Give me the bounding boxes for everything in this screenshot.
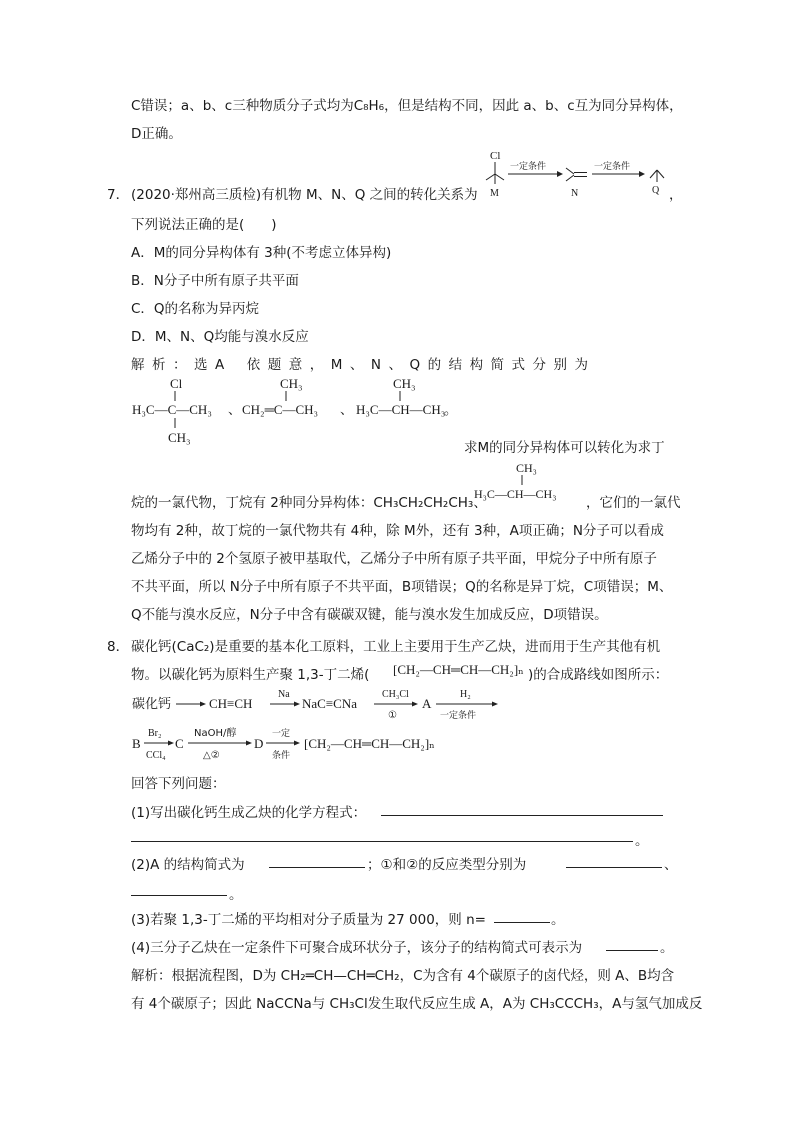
struct-m-main: H₃C—C—CH₃ xyxy=(132,402,212,417)
q8-route-2 xyxy=(128,724,488,764)
struct-end-dot: 。 xyxy=(444,402,458,417)
q7-analysis-line-1: 求M的同分异构体可以转化为求丁 xyxy=(464,440,665,456)
struct-n-top: CH₃ xyxy=(280,376,303,391)
q8-stem-line-2a: 物。以碳化钙为原料生产聚 1,3-丁二烯( xyxy=(131,667,370,683)
q8-number: 8． xyxy=(107,639,130,655)
route2-r1-bottom: CCl₄ xyxy=(146,750,166,761)
q7-option-d: D．M、N、Q均能与溴水反应 xyxy=(131,329,309,345)
q8-sub2a: (2)A 的结构简式为 xyxy=(131,857,245,873)
route2-d: D xyxy=(254,736,264,751)
q8-polymer-inline: [CH₂—CH═CH—CH₂]ₙ xyxy=(393,662,524,677)
struct-q-main: H₃C—CH—CH₃ xyxy=(356,402,446,417)
q7-number: 7． xyxy=(107,187,130,203)
sub2-answer-reaction-1[interactable] xyxy=(566,867,662,868)
q8-sub2c: 、 xyxy=(664,857,678,873)
scheme-n-label: N xyxy=(571,188,579,199)
q7-analysis-line-4: 乙烯分子中的 2个氢原子被甲基取代，乙烯分子中所有原子共平面，甲烷分子中所有原子 xyxy=(131,551,657,567)
struct-q-top: CH₃ xyxy=(393,376,416,391)
q8-stem-line-2b: )的合成路线如图所示： xyxy=(528,667,669,683)
scheme-arrow2-label: 一定条件 xyxy=(594,161,631,171)
route2-r3-bottom: 条件 xyxy=(272,751,291,761)
q8-sub2b: ；①和②的反应类型分别为 xyxy=(367,857,527,873)
route1-acetylene: CH≡CH xyxy=(209,696,253,711)
q8-stem-line-1: 碳化钙(CaC₂)是重要的基本化工原料，工业上主要用于生产乙炔，进而用于生产其他有机 xyxy=(131,639,661,655)
route1-start: 碳化钙 xyxy=(132,697,172,712)
q7-analysis-line-3: 物均有 2种，故丁烷的一氯代物共有 4种，除 M外，还有 3种，A项正确；N分子可以看成 xyxy=(131,523,664,539)
q7-analysis-line-6: Q不能与溴水反应，N分子中含有碳碳双键，能与溴水发生加成反应，D项错误。 xyxy=(131,607,608,623)
route2-r1-top: Br₂ xyxy=(148,728,162,739)
struct-sep-1: 、 xyxy=(228,402,242,417)
q8-analysis-line-2: 有 4个碳原子；因此 NaCCNa与 CH₃Cl发生取代反应生成 A，A为 CH₃CCCH₃，A与氢气加成反 xyxy=(131,996,703,1012)
struct-sep-2: 、 xyxy=(340,402,354,417)
q7-option-a: A．M的同分异构体有 3种(不考虑立体异构) xyxy=(131,245,392,261)
q8-sub3-end: 。 xyxy=(551,912,565,928)
q7-option-c: C．Q的名称为异丙烷 xyxy=(131,301,260,317)
q8-sub1: (1)写出碳化钙生成乙炔的化学方程式： xyxy=(131,805,367,821)
q7-stem: (2020·郑州高三质检)有机物 M、N、Q 之间的转化关系为 xyxy=(131,187,478,203)
q7-analysis-line-5: 不共平面，所以 N分子中所有原子不共平面，B项错误；Q的名称是异丁烷，C项错误；M、 xyxy=(131,579,673,595)
q7-stem-line-2: 下列说法正确的是( ) xyxy=(131,217,277,233)
q8-sub4-end: 。 xyxy=(660,940,674,956)
q7-reaction-scheme xyxy=(480,148,690,202)
q8-route-1 xyxy=(128,686,508,722)
q8-sub4: (4)三分子乙炔在一定条件下可聚合成环状分子，该分子的结构简式可表示为 xyxy=(131,940,583,956)
scheme-m-label: M xyxy=(490,188,499,199)
route1-a: A xyxy=(422,696,432,711)
struct-m-top: Cl xyxy=(170,376,183,391)
sub3-answer[interactable] xyxy=(494,922,550,923)
route2-r3-top: 一定 xyxy=(272,729,291,739)
route1-nac: NaC≡CNa xyxy=(302,696,357,711)
q8-sub2-end: 。 xyxy=(229,887,243,903)
isobutane-top: CH₃ xyxy=(516,461,537,475)
route1-r1: Na xyxy=(278,689,290,700)
route2-r2-bottom: △② xyxy=(203,750,220,761)
sub1-answer-line-1[interactable] xyxy=(381,815,663,816)
isobutane-structure xyxy=(470,458,588,506)
route1-r2-top: CH₃Cl xyxy=(382,689,409,700)
isobutane-main: H₃C—CH—CH₃ xyxy=(474,487,557,501)
route1-r2-bottom: ① xyxy=(388,710,397,721)
q8-sub1-end: 。 xyxy=(635,833,649,849)
q7-stem-tail: ， xyxy=(669,187,683,203)
q7-analysis-line-2a: 烷的一氯代物，丁烷有 2种同分异构体：CH₃CH₂CH₂CH₃、 xyxy=(131,495,487,511)
scheme-arrow1-label: 一定条件 xyxy=(510,161,547,171)
struct-m-bottom: CH₃ xyxy=(168,430,191,445)
q8-sub3: (3)若聚 1,3-丁二烯的平均相对分子质量为 27 000，则 n= xyxy=(131,912,486,928)
prev-solution-line-2: D正确。 xyxy=(131,126,182,142)
scheme-cl-label: Cl xyxy=(490,150,501,162)
q7-option-b: B．N分子中所有原子共平面 xyxy=(131,273,299,289)
scheme-q-label: Q xyxy=(652,185,660,196)
route1-r3-top: H₂ xyxy=(460,689,471,700)
struct-n-main: CH₂═C—CH₃ xyxy=(242,402,319,417)
q7-analysis-head: 解 析 ： 选 A 依 题 意 ， M 、 N 、 Q 的 结 构 简 式 分 别 为 xyxy=(131,357,590,373)
sub4-answer[interactable] xyxy=(606,950,658,951)
route2-c: C xyxy=(175,736,184,751)
q8-prompt: 回答下列问题： xyxy=(131,776,226,792)
route1-r3-bottom: 一定条件 xyxy=(440,711,477,721)
route2-b: B xyxy=(132,736,141,751)
q8-analysis-line-1: 解析：根据流程图，D为 CH₂═CH—CH═CH₂，C为含有 4个碳原子的卤代烃，则 A、B均含 xyxy=(131,968,675,984)
q7-analysis-line-2b: ，它们的一氯代 xyxy=(586,495,681,511)
route2-product: [CH₂—CH═CH—CH₂]ₙ xyxy=(304,736,435,751)
sub1-answer-line-2[interactable] xyxy=(131,841,633,842)
sub2-answer-reaction-2[interactable] xyxy=(131,895,227,896)
route2-r2-top: NaOH/醇 xyxy=(194,728,237,739)
q7-structures xyxy=(128,372,458,448)
prev-solution-line-1: C错误；a、b、c三种物质分子式均为C₈H₆，但是结构不同，因此 a、b、c互为同分异构体， xyxy=(131,98,683,114)
sub2-answer-a[interactable] xyxy=(269,867,365,868)
